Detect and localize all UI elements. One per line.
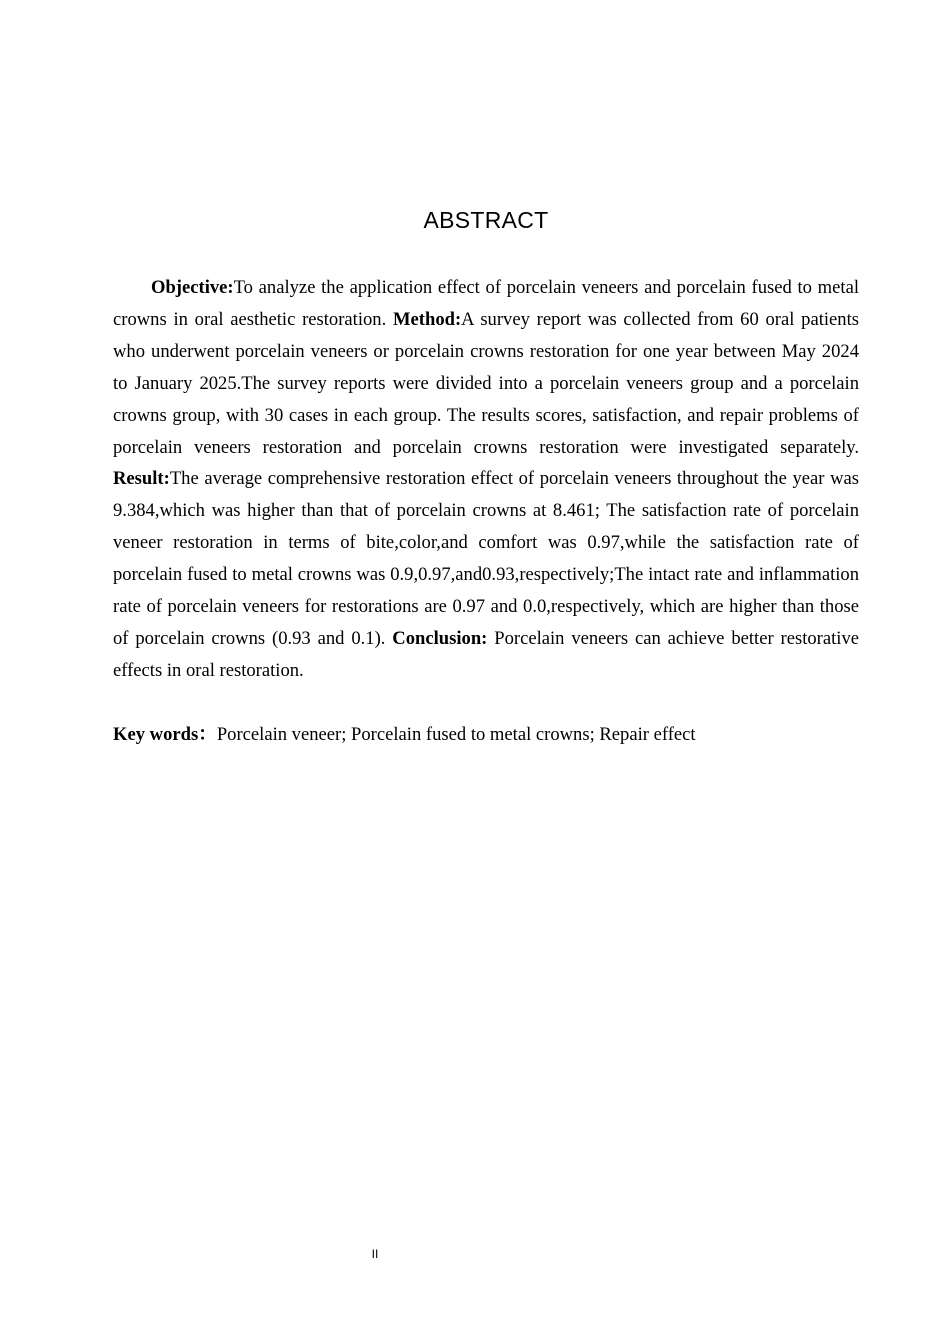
- page-number: II: [371, 1247, 379, 1261]
- method-label: Method:: [393, 308, 462, 330]
- abstract-paragraph: [113, 272, 859, 687]
- keywords-text: Porcelain veneer; Porcelain fused to metal crowns; Repair effect: [216, 724, 696, 745]
- keywords-label: Key words：: [113, 724, 217, 745]
- method-text: A survey report was collected from 60 oral patients who underwent porcelain veneers or porcelain crowns restoration for one year between May 2024 to January 2025.The survey reports were divided into a porcelain veneers group and a porcelain crowns group, with 30 cases in each group. The results scores, satisfaction, and repair problems of porcelain veneers restoration and porcelain crowns restoration were investigated separately.: [113, 308, 859, 458]
- result-label: Result:: [113, 468, 170, 490]
- objective-label: Objective:: [151, 277, 234, 298]
- conclusion-text: Porcelain veneers can achieve better restorative effects in oral restoration.: [113, 627, 859, 681]
- objective-text: To analyze the application effect of porcelain veneers and porcelain fused to metal crowns in oral aesthetic restoration.: [113, 277, 859, 330]
- conclusion-label: Conclusion:: [392, 627, 488, 649]
- result-text: The average comprehensive restoration effect of porcelain veneers throughout the year was 9.384,which was higher than that of porcelain crowns at 8.461; The satisfaction rate of porcelain veneer restoration in terms of bite,color,and comfort was 0.97,while the satisfaction rate of porcelain fused to metal crowns was 0.9,0.97,and0.93,respectively;The intact rate and inflammation rate of porcelain veneers for restorations are 0.97 and 0.0,respectively, which are higher than those of porcelain crowns (0.93 and 0.1).: [113, 468, 859, 649]
- page-title: ABSTRACT: [423, 207, 549, 233]
- keywords-line: [113, 719, 859, 751]
